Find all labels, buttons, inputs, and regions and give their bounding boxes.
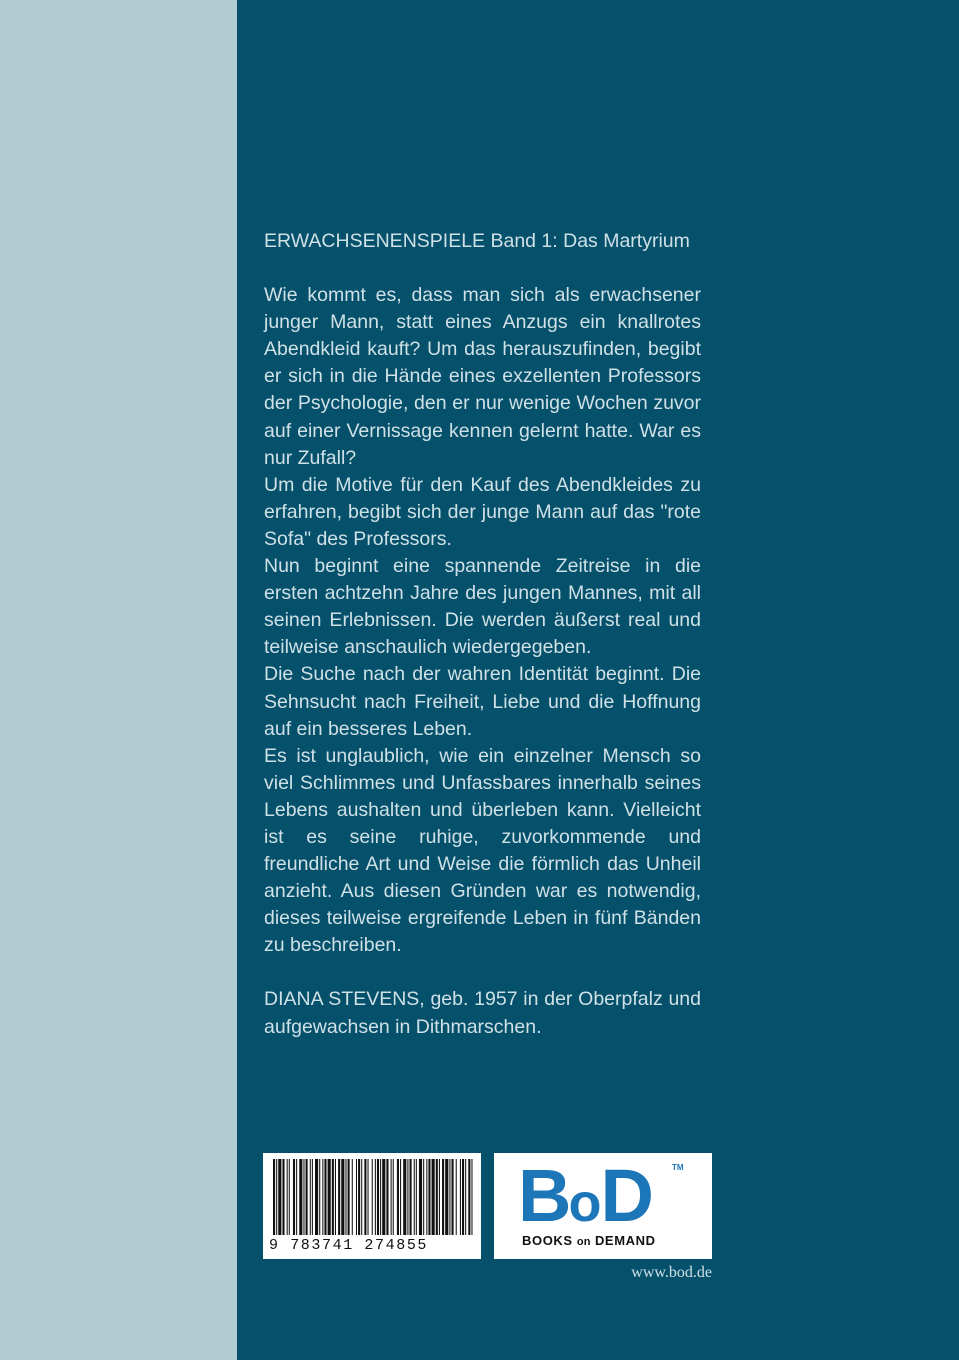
bod-logo-mark <box>518 1154 651 1240</box>
barcode-bar <box>358 1159 360 1235</box>
barcode-bar <box>287 1159 288 1235</box>
barcode-bar <box>322 1159 323 1235</box>
barcode-bar <box>306 1159 308 1235</box>
barcode-bar <box>348 1159 350 1235</box>
barcode-bar <box>276 1159 277 1235</box>
barcode-bar <box>410 1159 412 1235</box>
book-title: ERWACHSENENSPIELE Band 1: Das Martyrium <box>264 230 690 252</box>
tagline-part: on <box>576 1236 591 1248</box>
barcode-bar <box>426 1159 427 1235</box>
barcode-bar <box>391 1159 392 1235</box>
barcode-bar <box>428 1159 430 1235</box>
barcode-bar <box>456 1159 457 1235</box>
barcode-bar <box>335 1159 336 1235</box>
barcode-bar <box>416 1159 417 1235</box>
barcode-bar <box>312 1159 313 1235</box>
blurb-paragraph: Die Suche nach der wahren Identität beginnt. Die Sehnsucht nach Freiheit, Liebe und die Hoffnung auf ein besseres Leben. <box>264 663 701 740</box>
barcode-bar <box>341 1159 344 1235</box>
barcode-bar <box>364 1159 366 1235</box>
barcode-bar <box>345 1159 346 1235</box>
barcode-bar <box>293 1159 295 1235</box>
publisher-tagline <box>522 1233 656 1248</box>
barcode-bar <box>468 1159 470 1235</box>
blurb-paragraph: Um die Motive für den Kauf des Abendkleides zu erfahren, begibt sich der junge Mann auf das "rote Sofa" des Professors. <box>264 473 701 550</box>
blurb-paragraph: Es ist unglaublich, wie ein einzelner Mensch so viel Schlimmes und Unfassbares innerhalb seines Lebens aushalten und überleben kann. Vielleicht ist es seine ruhige, zuvorkommende und freundliche Art und Weise die förmlich das Unheil anzieht. Aus diesen Gründen war es notwendig, dieses teilweise ergreifende Leben in fünf Bänden zu beschreiben. <box>264 744 701 957</box>
barcode-bar <box>452 1159 454 1235</box>
barcode-bar <box>332 1159 334 1235</box>
barcode-bar <box>368 1159 369 1235</box>
author-bio: DIANA STEVENS, geb. 1957 in der Oberpfalz und aufgewachsen in Dithmarschen. <box>264 988 701 1038</box>
barcode-bar <box>423 1159 424 1235</box>
tagline-part: BOOKS <box>522 1233 577 1248</box>
isbn-number: 9 783741 274855 <box>269 1237 429 1254</box>
barcode-bar <box>393 1159 394 1235</box>
barcode-bar <box>380 1159 381 1235</box>
logo-letter: B <box>518 1154 569 1237</box>
barcode-bar <box>319 1159 320 1235</box>
barcode-bar <box>273 1159 275 1235</box>
barcode-bar <box>386 1159 388 1235</box>
barcode-bar <box>361 1159 362 1235</box>
barcode-bar <box>303 1159 304 1235</box>
barcode-bar <box>449 1159 450 1235</box>
logo-letter: o <box>568 1173 601 1233</box>
barcode-bar <box>407 1159 408 1235</box>
publisher-logo <box>494 1153 712 1259</box>
barcode-bar <box>352 1159 353 1235</box>
barcode-bar <box>328 1159 331 1235</box>
barcode-bar <box>445 1159 448 1235</box>
barcode-bar <box>324 1159 326 1235</box>
barcode-bar <box>356 1159 357 1235</box>
barcode-bar <box>439 1159 440 1235</box>
barcode-bar <box>403 1159 406 1235</box>
barcode-bar <box>375 1159 376 1235</box>
barcode-bar <box>315 1159 318 1235</box>
barcode-bar <box>419 1159 422 1235</box>
barcode-bar <box>414 1159 415 1235</box>
barcode-bar <box>310 1159 311 1235</box>
barcode-bar <box>436 1159 438 1235</box>
barcode-bar <box>460 1159 461 1235</box>
blurb-paragraph: Wie kommt es, dass man sich als erwachsener junger Mann, statt eines Anzugs ein knallrotes Abendkleid kauft? Um das herauszufinden, begibt er sich in die Hände eines exzellenten Professors der Psychologie, den er nur wenige Wochen zuvor auf einer Vernissage kennen gelernt hatte. War es nur Zufall? <box>264 284 701 469</box>
barcode-bar <box>278 1159 281 1235</box>
barcode-bar <box>338 1159 340 1235</box>
blurb-paragraph: Nun beginnt eine spannende Zeitreise in die ersten achtzehn Jahre des jungen Mannes, mit all seinen Erlebnissen. Die werden äußerst real und teilweise anschaulich wiedergegeben. <box>264 555 701 659</box>
barcode-bar <box>377 1159 379 1235</box>
barcode-bar <box>296 1159 297 1235</box>
tagline-part: DEMAND <box>590 1233 656 1248</box>
back-cover-text <box>264 228 701 1041</box>
barcode-bar <box>465 1159 466 1235</box>
logo-letter: D <box>600 1154 651 1237</box>
book-spine <box>0 0 237 1360</box>
barcode-bar <box>289 1159 290 1235</box>
barcode-bar <box>471 1159 472 1235</box>
barcode-bar <box>462 1159 464 1235</box>
barcode-bar <box>282 1159 284 1235</box>
trademark-symbol: TM <box>672 1163 684 1172</box>
barcode-bar <box>442 1159 444 1235</box>
barcode-bar <box>299 1159 302 1235</box>
barcode-bar <box>432 1159 435 1235</box>
isbn-barcode <box>263 1153 481 1259</box>
barcode-bar <box>397 1159 399 1235</box>
barcode-bar <box>372 1159 373 1235</box>
barcode-bar <box>382 1159 385 1235</box>
barcode-bar <box>400 1159 401 1235</box>
publisher-website: www.bod.de <box>631 1264 712 1281</box>
